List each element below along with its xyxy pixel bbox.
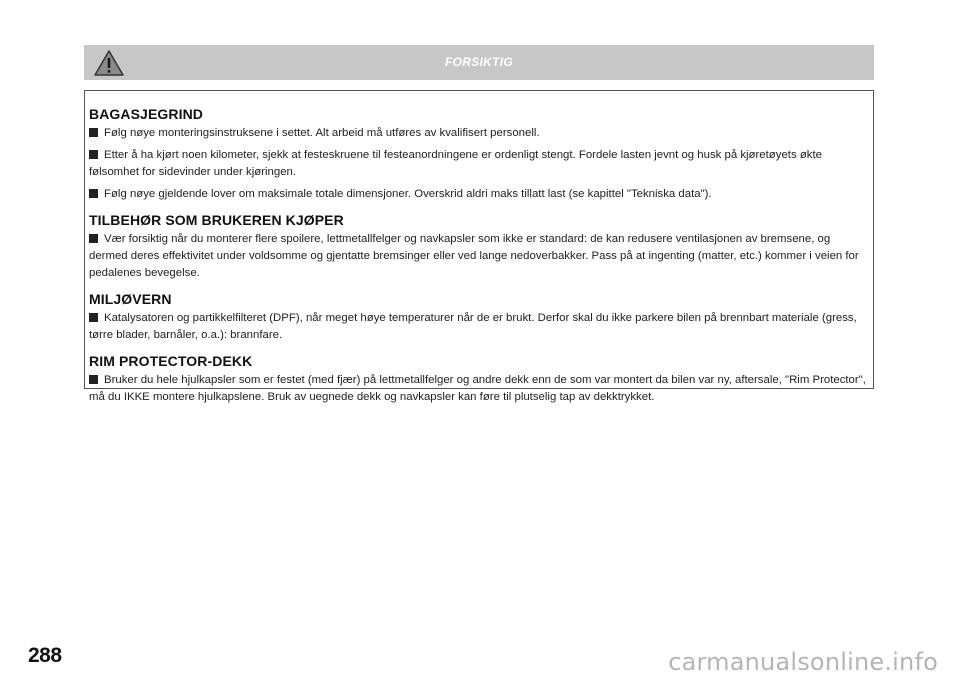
paragraph: Etter å ha kjørt noen kilometer, sjekk at festeskruene til festeanordningene er ordenligt stengt. Fordele lasten jevnt og husk på kjøretøyets økte følsomhet for sidevinder under kjøringen. [89,149,822,178]
paragraph: Vær forsiktig når du monterer flere spoilere, lettmetallfelger og navkapsler som ikke er standard: de kan redusere ventilasjonen av bremsene, og dermed deres effektivitet under voldsomme og gjentatte bremsinger eller ved lange nedoverbakker. Pass på at ingenting (matter, etc.) kommer i veien for pedalenes bevegelse. [89,233,859,279]
section-title: TILBEHØR SOM BRUKEREN KJØPER [89,212,344,228]
bullet-square-icon [89,234,98,243]
bullet-square-icon [89,150,98,159]
section-rim-protector [89,352,869,406]
page-number: 288 [28,644,62,667]
warning-header [84,45,874,80]
bullet-square-icon [89,128,98,137]
warning-title: FORSIKTIG [444,55,514,69]
watermark: carmanualsonline.info [668,648,938,676]
section-title: BAGASJEGRIND [89,106,203,122]
bullet-square-icon [89,375,98,384]
section-miljovern [89,290,869,344]
section-bagasjegrind [89,105,869,203]
bullet-square-icon [89,189,98,198]
paragraph: Følg nøye monteringsinstruksene i settet. Alt arbeid må utføres av kvalifisert personell. [89,125,869,142]
warning-content-box [84,90,874,403]
section-title: RIM PROTECTOR-DEKK [89,353,253,369]
paragraph: Katalysatoren og partikkelfilteret (DPF), når meget høye temperaturer når de er brukt. Derfor skal du ikke parkere bilen på brennbart materiale (gress, tørre blader, barnåler, o.a.): brannfare. [89,312,857,341]
paragraph: Bruker du hele hjulkapsler som er festet (med fjær) på lettmetallfelger og andre dekk enn de som var montert da bilen var ny, aftersale, "Rim Protector", må du IKKE montere hjulkapslene. Bruk av uegnede dekk og navkapsler kan føre til plutselig tap av dekktrykket. [89,374,866,403]
paragraph: Følg nøye gjeldende lover om maksimale totale dimensjoner. Overskrid aldri maks tillatt last (se kapittel "Tekniska data"). [89,186,869,203]
bullet-square-icon [89,313,98,322]
section-title: MILJØVERN [89,291,172,307]
section-tilbehor [89,211,869,282]
